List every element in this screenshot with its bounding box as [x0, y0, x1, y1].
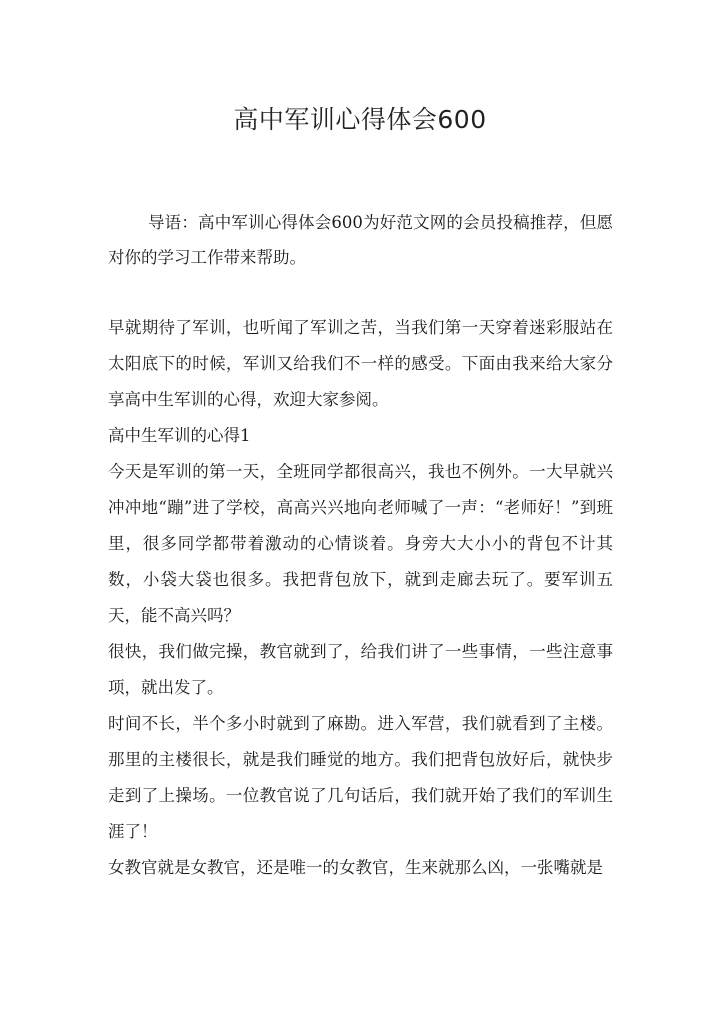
intro-paragraph: 导语：高中军训心得体会600为好范文网的会员投稿推荐，但愿对你的学习工作带来帮助。: [108, 213, 613, 267]
paragraph-first-day: 今天是军训的第一天，全班同学都很高兴，我也不例外。一大早就兴冲冲地“蹦”进了学校，高高兴兴地向老师喊了一声：“老师好！”到班里，很多同学都带着激动的心情谈着。身旁大大小小的背包不计其数，小袋大袋也很多。我把背包放下，就到走廊去玩了。要军训五天，能不高兴吗？: [108, 462, 613, 625]
paragraph-instructor: 女教官就是女教官，还是唯一的女教官，生来就那么凶，一张嘴就是: [108, 858, 603, 877]
paragraph-departure: 很快，我们做完操，教官就到了，给我们讲了一些事情，一些注意事项，就出发了。: [108, 642, 613, 697]
paragraph-arrival: 时间不长，半个多小时就到了麻勘。进入军营，我们就看到了主楼。那里的主楼很长，就是我们睡觉的地方。我们把背包放好后，就快步走到了上操场。一位教官说了几句话后，我们就开始了我们的军训生涯了！: [108, 714, 613, 841]
document-title: 高中军训心得体会600: [233, 105, 487, 134]
section-heading: 高中生军训的心得1: [108, 426, 251, 445]
document-body: [108, 310, 613, 886]
paragraph-opening: 早就期待了军训，也听闻了军训之苦，当我们第一天穿着迷彩服站在太阳底下的时候，军训又给我们不一样的感受。下面由我来给大家分享高中生军训的心得，欢迎大家参阅。: [108, 318, 613, 409]
